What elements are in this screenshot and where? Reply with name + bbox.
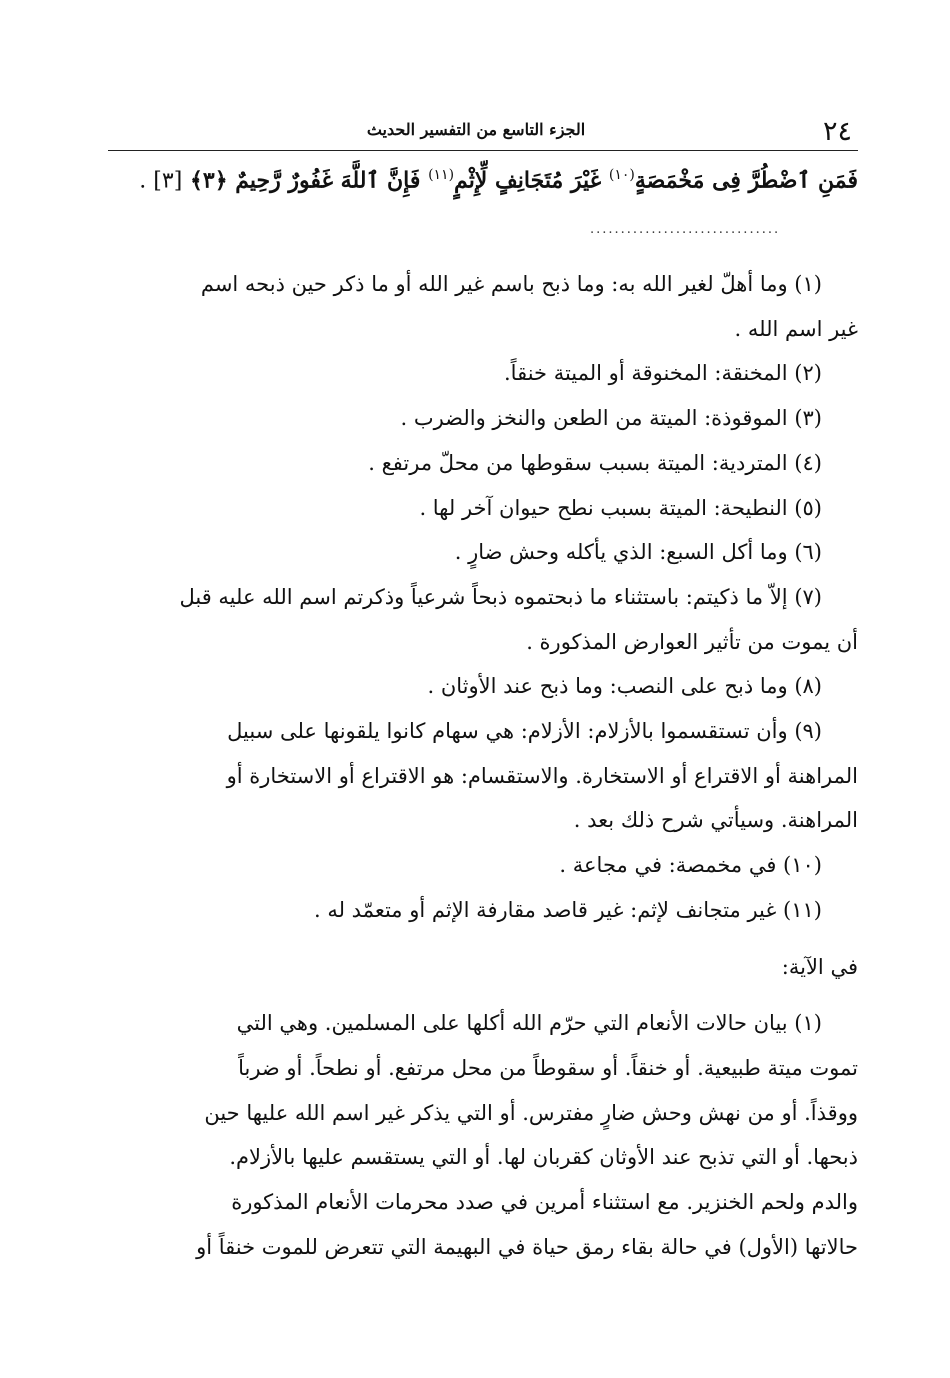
footnote-1-continued: غير اسم الله .	[734, 316, 858, 341]
footnote-11: (١١) غير متجانف لإثم: غير قاصد مقارفة الإثم أو متعمّد له .	[313, 897, 822, 922]
verse-reference: [٣] .	[139, 168, 183, 194]
page-header	[108, 116, 858, 151]
footnote-3: (٣) الموقوذة: الميتة من الطعن والنخز والضرب .	[400, 406, 822, 431]
footnote-10: (١٠) في مخمصة: في مجاعة .	[559, 853, 822, 878]
page-number: ٢٤	[822, 116, 852, 147]
verse-part-2: غَيْرَ مُتَجَانِفٍ لِّإِثْمٍ	[454, 167, 602, 194]
commentary-line: والدم ولحم الخنزير. مع استثناء أمرين في صدد محرمات الأنعام المذكورة	[231, 1190, 858, 1215]
verse-part-3: فَإِنَّ ٱللَّهَ غَفُورٌ رَّحِيمٌ ﴿٣﴾	[189, 167, 421, 194]
running-title: الجزء التاسع من التفسير الحديث	[366, 120, 586, 139]
footnote-9-continued-2: المراهنة. وسيأتي شرح ذلك بعد .	[573, 808, 858, 833]
page-body	[108, 262, 858, 1269]
footnote-4: (٤) المتردية: الميتة بسبب سقوطها من محلّ مرتفع .	[368, 450, 822, 475]
section-label: في الآية:	[781, 954, 858, 979]
commentary-line: حالاتها (الأول) في حالة بقاء رمق حياة في البهيمة التي تتعرض للموت خنقاً أو	[196, 1234, 858, 1259]
footnote-5: (٥) النطيحة: الميتة بسبب نطح حيوان آخر لها .	[419, 495, 822, 520]
commentary-line: ووقذاً. أو من نهش وحش ضارٍ مفترس. أو التي يذكر غير اسم الله عليها حين	[204, 1100, 858, 1125]
quran-verse	[108, 156, 858, 200]
footnote-9: (٩) وأن تستقسموا بالأزلام: الأزلام: هي سهام كانوا يلقونها على سبيل	[227, 719, 822, 744]
commentary-line: تموت ميتة طبيعية. أو خنقاً. أو سقوطاً من محل مرتفع. أو نطحاً. أو ضرباً	[238, 1055, 858, 1080]
commentary-line: ذبحها. أو التي تذبح عند الأوثان كقربان لها. أو التي يستقسم عليها بالأزلام.	[229, 1145, 858, 1170]
footnote-6: (٦) وما أكل السبع: الذي يأكله وحش ضارٍ .	[454, 540, 822, 565]
verse-part-1: فَمَنِ ٱضْطُرَّ فِى مَخْمَصَةٍ	[634, 167, 858, 194]
separator-dots: ...............................	[590, 222, 781, 237]
footnote-2: (٢) المخنقة: المخنوقة أو الميتة خنقاً.	[504, 361, 822, 386]
footnote-7: (٧) إلاّ ما ذكيتم: باستثناء ما ذبحتموه ذبحاً شرعياً وذكرتم اسم الله عليه قبل	[179, 584, 822, 609]
commentary-line: (١) بيان حالات الأنعام التي حرّم الله أكلها على المسلمين. وهي التي	[236, 1011, 822, 1036]
footnote-7-continued: أن يموت من تأثير العوارض المذكورة .	[526, 629, 858, 654]
footnote-9-continued: المراهنة أو الاقتراع أو الاستخارة. والاستقسام: هو الاقتراع أو الاستخارة أو	[226, 763, 858, 788]
footnote-1: (١) وما أهلّ لغير الله به: وما ذبح باسم غير الله أو ما ذكر حين ذبحه اسم	[200, 272, 822, 296]
footnote-8: (٨) وما ذبح على النصب: وما ذبح عند الأوثان .	[427, 674, 822, 699]
footnote-mark-10: (١٠)	[608, 167, 635, 183]
footnote-mark-11: (١١)	[428, 167, 455, 183]
